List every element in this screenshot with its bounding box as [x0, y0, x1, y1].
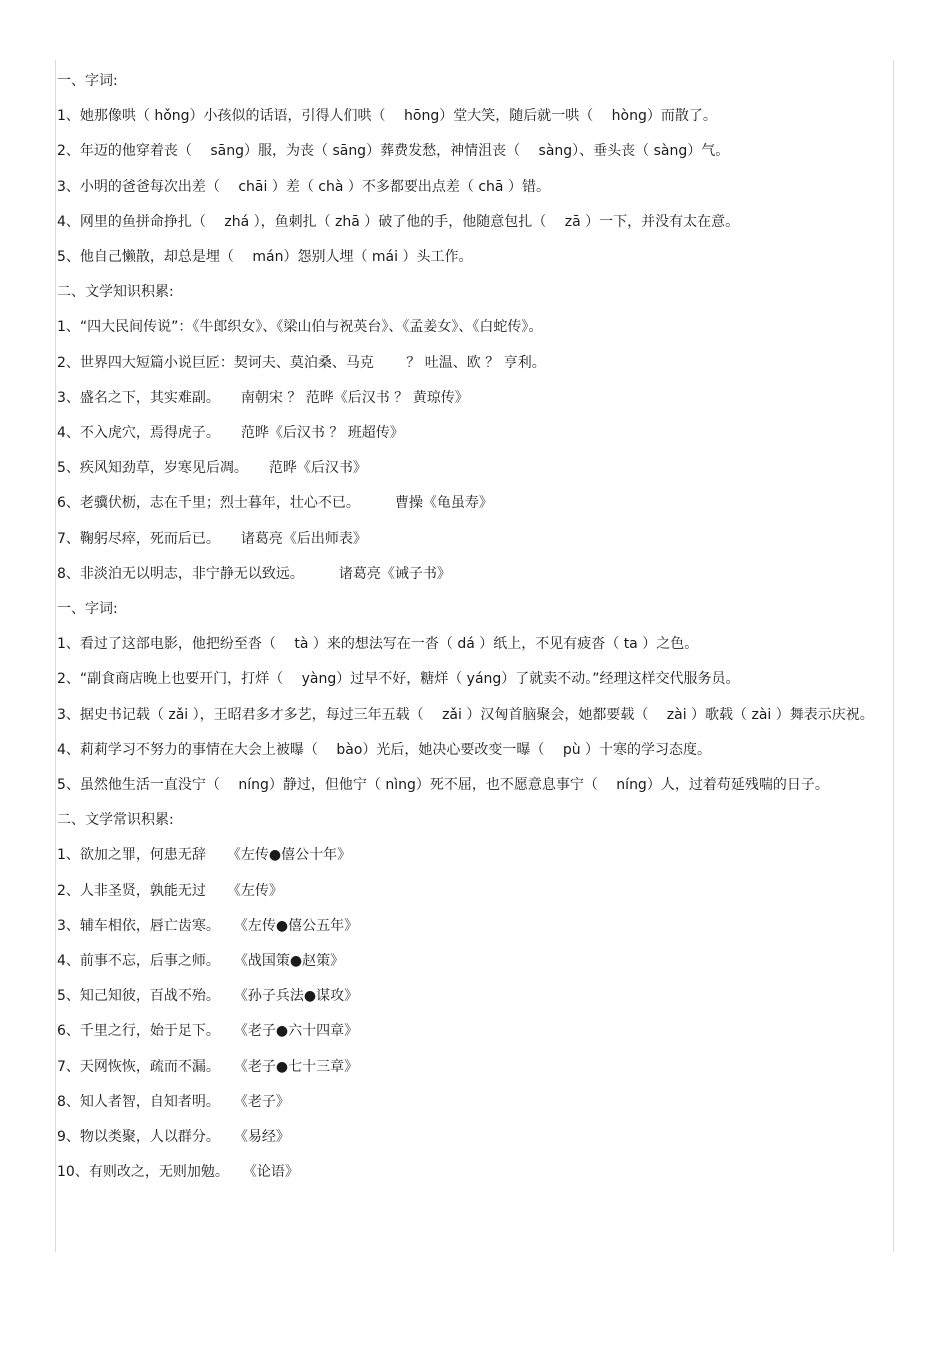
word-item-2: 2、年迈的他穿着丧（ sāng）服，为丧（ sāng）葬费发愁，神情沮丧（ sàng）、垂头丧（ sàng）气。	[57, 143, 730, 160]
document-body	[57, 64, 889, 1191]
word-item-1: 1、她那像哄（ hǒng）小孩似的话语，引得人们哄（ hōng）堂大笑，随后就一哄（ hòng）而散了。	[57, 108, 717, 125]
literature-item-4: 4、不入虎穴，焉得虎子。 范晔《后汉书 ？ 班超传》	[57, 425, 404, 442]
section-heading-words-2: 一、字词:	[57, 601, 118, 618]
word-item-3: 3、小明的爸爸每次出差（ chāi ）差（ chà ）不多都要出点差（ chā ）错。	[57, 178, 550, 195]
section-heading-literature-1: 二、文学知识积累:	[57, 284, 174, 301]
word-item-10: 5、虽然他生活一直没宁（ níng）静过，但他宁（ nìng）死不屈，也不愿意息事宁（ níng）人，过着苟延残喘的日子。	[57, 777, 829, 794]
literature-item-3: 3、盛名之下，其实难副。 南朝宋 ？ 范晔《后汉书 ？ 黄琼传》	[57, 389, 469, 406]
word-item-5: 5、他自己懒散，却总是埋（ mán）怨别人埋（ mái ）头工作。	[57, 249, 473, 266]
quote-item-5: 5、知己知彼，百战不殆。 《孙子兵法●谋攻》	[57, 988, 359, 1005]
left-margin-rule	[55, 60, 56, 1252]
quote-item-9: 9、物以类聚，人以群分。 《易经》	[57, 1129, 290, 1146]
quote-item-7: 7、天网恢恢，疏而不漏。 《老子●七十三章》	[57, 1058, 359, 1075]
literature-item-8: 8、非淡泊无以明志，非宁静无以致远。 诸葛亮《诫子书》	[57, 565, 451, 582]
section-heading-words-1: 一、字词:	[57, 73, 118, 89]
literature-item-1: 1、“四大民间传说”：《牛郎织女》、《梁山伯与祝英台》、《孟姜女》、《白蛇传》。	[57, 319, 543, 336]
word-item-7: 2、“副食商店晚上也要开门，打烊（ yàng）过早不好，糖烊（ yáng）了就卖不动。”经理这样交代服务员。	[57, 671, 740, 688]
literature-item-7: 7、鞠躬尽瘁，死而后已。 诸葛亮《后出师表》	[57, 530, 367, 547]
quote-item-3: 3、辅车相依，唇亡齿寒。 《左传●僖公五年》	[57, 917, 359, 934]
literature-item-6: 6、老骥伏枥，志在千里；烈士暮年，壮心不已。 曹操《龟虽寿》	[57, 495, 493, 512]
quote-item-1: 1、欲加之罪，何患无辞 《左传●僖公十年》	[57, 847, 352, 864]
word-item-9: 4、莉莉学习不努力的事情在大会上被曝（ bào）光后，她决心要改变一曝（ pù ）十寒的学习态度。	[57, 741, 712, 758]
word-item-6: 1、看过了这部电影，他把纷至沓（ tà ）来的想法写在一沓（ dá ）纸上，不见有疲沓（ ta ）之色。	[57, 636, 699, 653]
quote-item-10: 10、有则改之，无则加勉。 《论语》	[57, 1164, 299, 1181]
quote-item-6: 6、千里之行，始于足下。 《老子●六十四章》	[57, 1023, 359, 1040]
quote-item-2: 2、人非圣贤，孰能无过 《左传》	[57, 882, 283, 899]
word-item-8: 3、据史书记载（ zǎi ），王昭君多才多艺，每过三年五载（ zǎi ）汉匈首脑聚会，她都要载（ zài ）歌载（ zài ）舞表示庆祝。	[57, 706, 874, 723]
section-heading-literature-2: 二、文学常识积累:	[57, 812, 174, 829]
quote-item-4: 4、前事不忘，后事之师。 《战国策●赵策》	[57, 953, 345, 970]
literature-item-5: 5、疾风知劲草，岁寒见后凋。 范晔《后汉书》	[57, 460, 367, 477]
word-item-4: 4、网里的鱼拼命挣扎（ zhá ），鱼刺扎（ zhā ）破了他的手，他随意包扎（ zā ）一下，并没有太在意。	[57, 213, 740, 230]
literature-item-2: 2、世界四大短篇小说巨匠：契诃夫、莫泊桑、马克 ？ 吐温、欧 ？ 亨利。	[57, 354, 546, 371]
quote-item-8: 8、知人者智，自知者明。 《老子》	[57, 1093, 290, 1110]
right-margin-rule	[893, 60, 894, 1252]
